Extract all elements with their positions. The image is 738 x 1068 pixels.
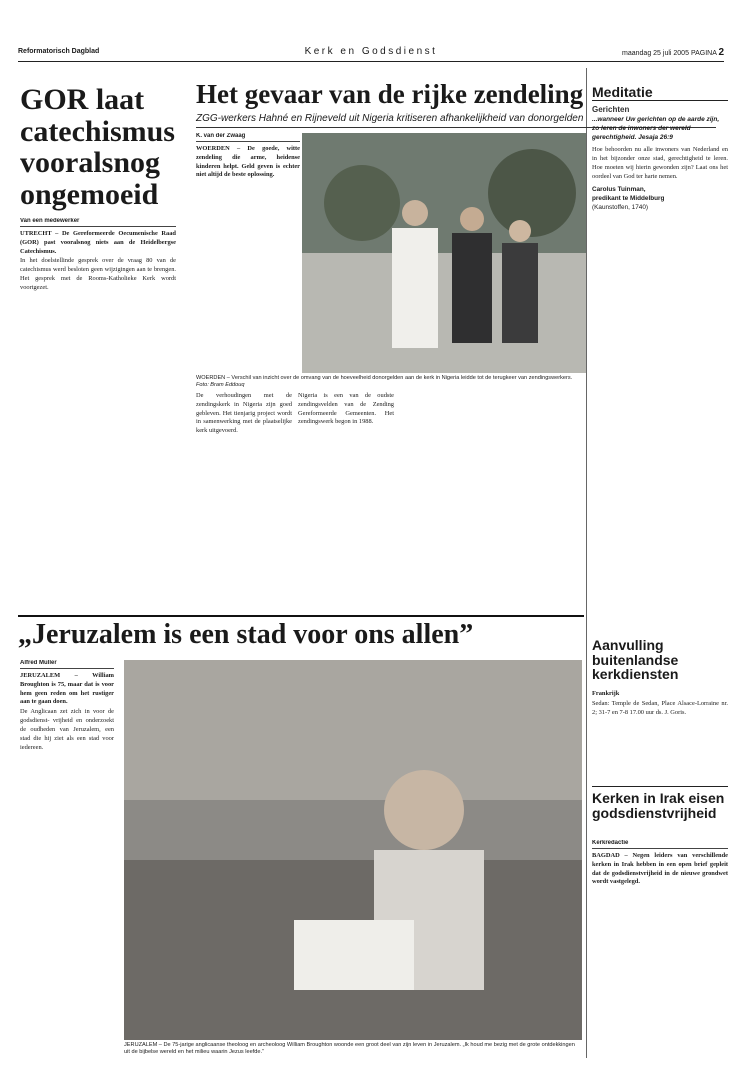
section-title: Kerk en Godsdienst [304,46,438,57]
photo-illustration [302,133,586,373]
byline-jeruzalem: Alfred Muller [20,660,114,669]
headline-jeruzalem: „Jeruzalem is een stad voor ons allen” [18,615,584,651]
caption-zendeling [196,375,586,390]
article-catechismus [20,218,176,610]
body-catechismus: In het doelstellinde gesprek over de vraag 80 van de catechismus werd besloten geen wijzigingen aan te brengen. Het gesprek met de Rooms-Katholieke Kerk wordt voortgezet. [20,257,176,291]
meditatie-author-role: predikant te Middelburg [592,194,665,202]
caption-zendeling-text: WOERDEN – Verschil van inzicht over de omvang van de hoeveelheid donorgelden aan de kerk in Nigeria leidde tot de terugkeer van zendingswerkers. [196,375,573,381]
meditatie-author-years: (Kaunstoffen, 1740) [592,203,649,211]
headline-zendeling: Het gevaar van de rijke zendeling [196,79,584,109]
column-divider [586,68,587,1058]
photo-broughton [124,660,582,1040]
article-jeruzalem [20,660,114,1060]
article-irak [592,840,728,1060]
lead-zendeling: WOERDEN – De goede, witte zendeling die arme, heidense kinderen helpt. Geld geven is echter niet altijd de beste oplossing. [196,145,300,179]
meditatie-author: Carolus Tuinman, [592,185,646,193]
sidebar-meditatie [592,84,728,213]
meditatie-body: Hoe behoorden nu alle inwoners van Nederland en in het bijzonder onze stad, gerechtigheid te leren. Hoe moeten wij hierin gewonden zijn? Laat ons het oordeel van God ter harte nemen. [592,146,728,180]
lead-catechismus: UTRECHT – De Gereformeerde Oecumenische Raad (GOR) past vooralsnog niets aan de Heidelbergse Catechismus. [20,230,176,255]
lead-jeruzalem: JERUZALEM – William Broughton is 75, maar dat is voor hem geen reden om het rustiger aan te gaan doen. [20,672,114,706]
page-header [18,44,724,62]
byline-zendeling: K. van der Zwaag [196,133,300,142]
headline-aanvulling: Aanvulling buitenlandse kerkdiensten [592,637,679,683]
newspaper-name: Reformatorisch Dagblad [18,48,100,55]
caption-jeruzalem: JERUZALEM – De 75-jarige anglicaanse theoloog en archeoloog William Broughton woonde een groot deel van zijn leven in Jeruzalem. „Ik houd me bezig met de grote ontdekkingen uit de bijbelse wereld en het milieu waarin Jezus leefde.” [124,1042,575,1056]
zendeling-column-3: Nigeria is een van de oudste zendingsvelden van de Zending Gereformeerde Gemeenten. Het zendingswerk begon in 1988. [298,392,394,426]
meditatie-kicker: Gerichten [592,105,630,114]
page-date: maandag 25 juli 2005 [622,50,689,57]
photo-credit: Foto: Bram Eddouq [196,382,245,389]
meditatie-signature [592,186,728,213]
body-jeruzalem: De Anglicaan zet zich in voor de godsdienst- vrijheid en onderzoekt de oudheden van Jeruzalem, een stad die hij ziet als een stad voor iedereen. [20,708,114,751]
article-zendeling-intro [196,133,300,205]
irak-body: BAGDAD – Negen leiders van verschillende kerken in Irak hebben in een open brief gepleit dat de godsdienstvrijheid in de nieuwe grondwet wordt vastgelegd. [592,852,728,886]
zendeling-column-2: De verhoudingen met de zendingskerk in Nigeria zijn goed gebleven. Het tienjarig project wordt in samenwerking met de plaatselijke kerk uitgevoerd. [196,392,292,435]
subhead-zendeling: ZGG-werkers Hahné en Rijneveld uit Nigeria kritiseren afhankelijkheid van donorgelden [196,113,716,128]
headline-irak: Kerken in Irak eisen godsdienstvrijheid [592,786,728,820]
aanvulling-country: Frankrijk [592,690,620,697]
byline-catechismus: Van een medewerker [20,218,176,227]
page-info [622,47,724,58]
page-number: 2 [718,47,724,58]
page-label: PAGINA [690,50,717,57]
meditatie-quote: ...wanneer Uw gerichten op de aarde zijn, zo leren de inwoners der wereld gerechtigheid. Jesaja 26:9 [592,116,720,141]
article-aanvulling [592,690,728,782]
meditatie-title: Meditatie [592,84,728,101]
photo-illustration-broughton [124,660,582,1040]
headline-catechismus: GOR laat catechismus vooralsnog ongemoeid [20,83,175,211]
photo-zendingswerkers [302,133,586,373]
byline-irak: Kerkredactie [592,840,728,849]
aanvulling-body: Sedan: Temple de Sedan, Place Alsace-Lorraine nr. 2; 31-7 en 7-8 17.00 uur ds. J. Goris. [592,699,728,716]
